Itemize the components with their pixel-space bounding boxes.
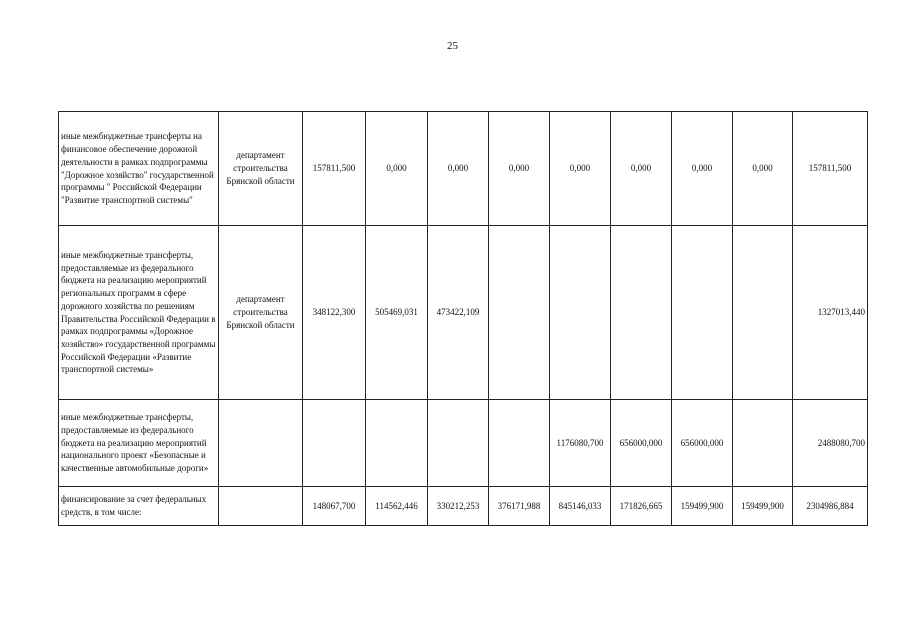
table-row — [59, 112, 868, 226]
table-row — [59, 487, 868, 526]
value-cell — [366, 400, 428, 487]
value-cell — [672, 226, 733, 400]
value-cell: 656000,000 — [672, 400, 733, 487]
value-cell: 505469,031 — [366, 226, 428, 400]
budget-table — [58, 111, 868, 526]
value-cell: 656000,000 — [611, 400, 672, 487]
row-description: финансирование за счет федеральных средств, в том числе: — [59, 487, 219, 526]
value-cell — [611, 226, 672, 400]
total-cell: 157811,500 — [793, 112, 868, 226]
value-cell — [550, 226, 611, 400]
total-cell: 1327013,440 — [793, 226, 868, 400]
value-cell — [733, 226, 793, 400]
value-cell: 0,000 — [733, 112, 793, 226]
value-cell: 157811,500 — [303, 112, 366, 226]
row-description: иные межбюджетные трансферты на финансовое обеспечение дорожной деятельности в рамках подпрограммы "Дорожное хозяйство" государственной программы " Российской Федерации "Развитие транспортной системы" — [59, 112, 219, 226]
value-cell: 114562,446 — [366, 487, 428, 526]
row-executor: департамент строительства Брянской области — [219, 112, 303, 226]
value-cell: 0,000 — [611, 112, 672, 226]
row-executor — [219, 400, 303, 487]
page-number: 25 — [447, 40, 458, 52]
value-cell: 348122,300 — [303, 226, 366, 400]
value-cell — [489, 400, 550, 487]
row-description: иные межбюджетные трансферты, предоставляемые из федерального бюджета на реализацию мероприятий национального проект «Безопасные и качественные автомобильные дороги» — [59, 400, 219, 487]
value-cell: 159499,900 — [672, 487, 733, 526]
table-row — [59, 226, 868, 400]
value-cell: 376171,988 — [489, 487, 550, 526]
row-executor — [219, 487, 303, 526]
value-cell: 171826,665 — [611, 487, 672, 526]
value-cell: 0,000 — [672, 112, 733, 226]
row-executor: департамент строительства Брянской области — [219, 226, 303, 400]
total-cell: 2304986,884 — [793, 487, 868, 526]
value-cell — [303, 400, 366, 487]
total-cell: 2488080,700 — [793, 400, 868, 487]
value-cell: 0,000 — [428, 112, 489, 226]
value-cell: 330212,253 — [428, 487, 489, 526]
value-cell — [428, 400, 489, 487]
value-cell: 0,000 — [366, 112, 428, 226]
value-cell: 845146,033 — [550, 487, 611, 526]
value-cell: 159499,900 — [733, 487, 793, 526]
value-cell: 1176080,700 — [550, 400, 611, 487]
value-cell: 473422,109 — [428, 226, 489, 400]
row-description: иные межбюджетные трансферты, предоставляемые из федерального бюджета на реализацию мероприятий региональных программ в сфере дорожного хозяйства по решениям Правительства Российской Федерации в рамках подпрограммы «Дорожное хозяйство» государственной программы Российской Федерации «Развитие транспортной системы» — [59, 226, 219, 400]
value-cell: 0,000 — [489, 112, 550, 226]
value-cell: 148067,700 — [303, 487, 366, 526]
value-cell: 0,000 — [550, 112, 611, 226]
table-row — [59, 400, 868, 487]
value-cell — [733, 400, 793, 487]
value-cell — [489, 226, 550, 400]
